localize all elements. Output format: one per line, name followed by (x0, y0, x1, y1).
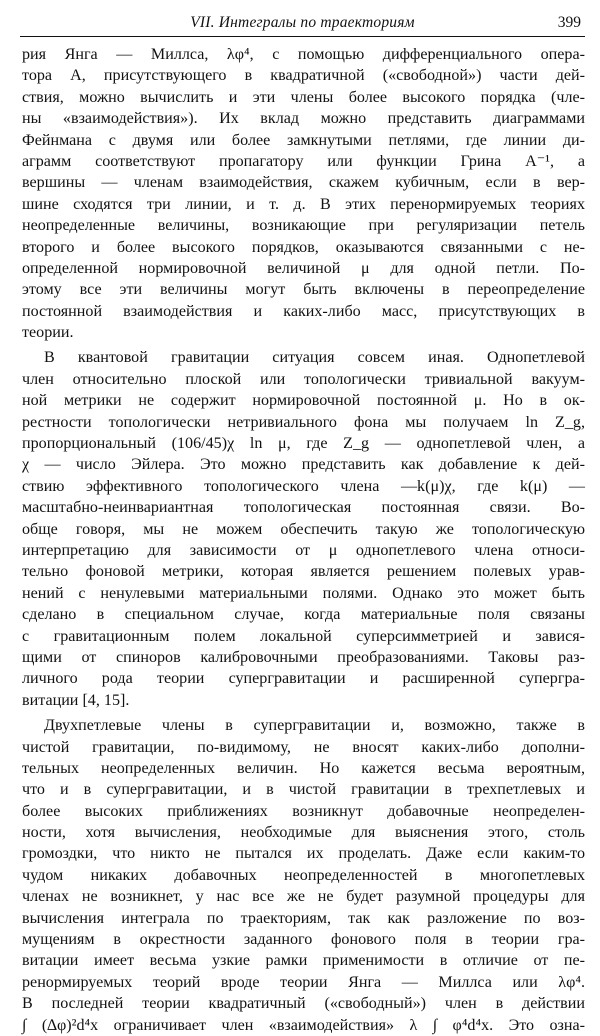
text-line: ∫ (∆φ)²d⁴x ограничивает член «взаимодействия» λ ∫ φ⁴d⁴x. Это озна- (22, 1016, 585, 1034)
text-line: вершины — членам взаимодействия, скажем кубичным, если в вер- (22, 174, 585, 192)
paragraph-1 (22, 44, 585, 343)
text-line: рия Янга — Миллса, λφ⁴, с помощью дифференциального опера- (22, 46, 585, 63)
text-line: ствию эффективного топологического члена —k(μ)χ, где k(μ) — (22, 477, 585, 495)
text-line: ности, хотя вычисления, необходимые для выяснения этого, столь (22, 824, 585, 842)
text-line: рестности топологически нетривиального фона мы получаем ln Z_g, (22, 413, 585, 431)
text-line: пропорциональный (106/45)χ ln μ, где Z_g — однопетлевой член, а (22, 435, 585, 453)
text-line: обще говоря, мы не можем обеспечить такую же топологическую (22, 520, 585, 538)
text-line: постоянной взаимодействия и каких-либо масс, присутствующих в (22, 302, 585, 320)
text-line: ной метрики не содержит нормировочной постоянной μ. Но в ок- (22, 392, 585, 410)
text-line: щими от спиноров калибровочными преобразованиями. Таковы раз- (22, 648, 585, 666)
text-line: ны «взаимодействия»). Их вклад можно представить диаграммами (22, 110, 585, 128)
text-line: тельных неопределенных величин. Но кажется весьма вероятным, (22, 759, 585, 777)
text-line: В последней теории квадратичный («свободный») член в действии (22, 995, 585, 1013)
text-line: личного рода теории супергравитации и расширенной супергра- (22, 670, 585, 688)
paragraph-2 (22, 347, 585, 711)
text-line: витации [4, 15]. (22, 691, 130, 709)
text-line: тора A, присутствующего в квадратичной («свободной») части дей- (22, 67, 585, 85)
text-line: масштабно-неинвариантная топологическая постоянная связи. Во- (22, 499, 585, 517)
text-line: В квантовой гравитации ситуация совсем иная. Однопетлевой (44, 349, 585, 367)
text-line: мущениям в окрестности заданного фонового поля в теории гра- (22, 931, 585, 949)
text-line: аграмм соответствуют пропагатору или функции Грина A⁻¹, а (22, 152, 585, 170)
text-line: ствия, можно вычислить и эти члены более высокого порядка (чле- (22, 88, 585, 106)
text-line: теории. (22, 324, 74, 342)
text-line: Фейнмана с двумя или более замкнутыми петлями, где линии ди- (22, 131, 585, 149)
text-line: χ — число Эйлера. Это можно представить как добавление к дей- (22, 456, 585, 474)
text-line: чистой гравитации, по-видимому, не вносят каких-либо дополни- (22, 738, 585, 756)
text-line: интерпретацию для зависимости от μ однопетлевого члена относи- (22, 541, 585, 559)
text-line: вычисления интеграла по траекториям, так как разложение по воз- (22, 909, 585, 927)
body-text (22, 44, 585, 1036)
text-line: второго и более высокого порядков, оказываются связанными с не- (22, 238, 585, 256)
text-line: витации имеет весьма узкие рамки применимости в отличие от пе- (22, 952, 585, 970)
text-line: нений с ненулевыми материальными полями. Однако это может быть (22, 584, 585, 602)
running-header (20, 6, 585, 37)
text-line: член относительно плоской или топологически тривиальной вакуум- (22, 370, 585, 388)
text-line: членах не возникнет, у нас все же не будет разумной процедуры для (22, 888, 585, 906)
page-number: 399 (557, 14, 581, 31)
text-line: сделано в специальном случае, когда материальные поля связаны (22, 606, 585, 624)
text-line: ренормируемых теорий вроде теории Янга — Миллса или λφ⁴. (22, 973, 585, 991)
text-line: более высоких приближениях возникнут добавочные неопределен- (22, 802, 585, 820)
text-line: шине сходятся три линии, и т. д. В этих перенормируемых теориях (22, 195, 585, 213)
chapter-title: VII. Интегралы по траекториям (190, 14, 415, 31)
text-line: определенной нормировочной величиной μ для одной петли. По- (22, 259, 585, 277)
text-line: Двухпетлевые члены в супергравитации и, возможно, также в (44, 717, 585, 735)
paragraph-3 (22, 715, 585, 1036)
text-line: чудом никаких добавочных неопределенностей в многопетлевых (22, 866, 585, 884)
text-line: громоздки, что никто не пытался их проделать. Даже если каким-то (22, 845, 585, 863)
text-line: неопределенные величины, возникающие при регуляризации петель (22, 217, 585, 235)
text-line: тельно фоновой метрики, которая является решением полевых урав- (22, 563, 585, 581)
text-line: этому все эти величины могут быть включены в переопределение (22, 281, 585, 299)
text-line: с гравитационным полем локальной суперсимметрией и завися- (22, 627, 585, 645)
text-line: что и в супергравитации, и в чистой гравитации в трехпетлевых и (22, 781, 585, 799)
